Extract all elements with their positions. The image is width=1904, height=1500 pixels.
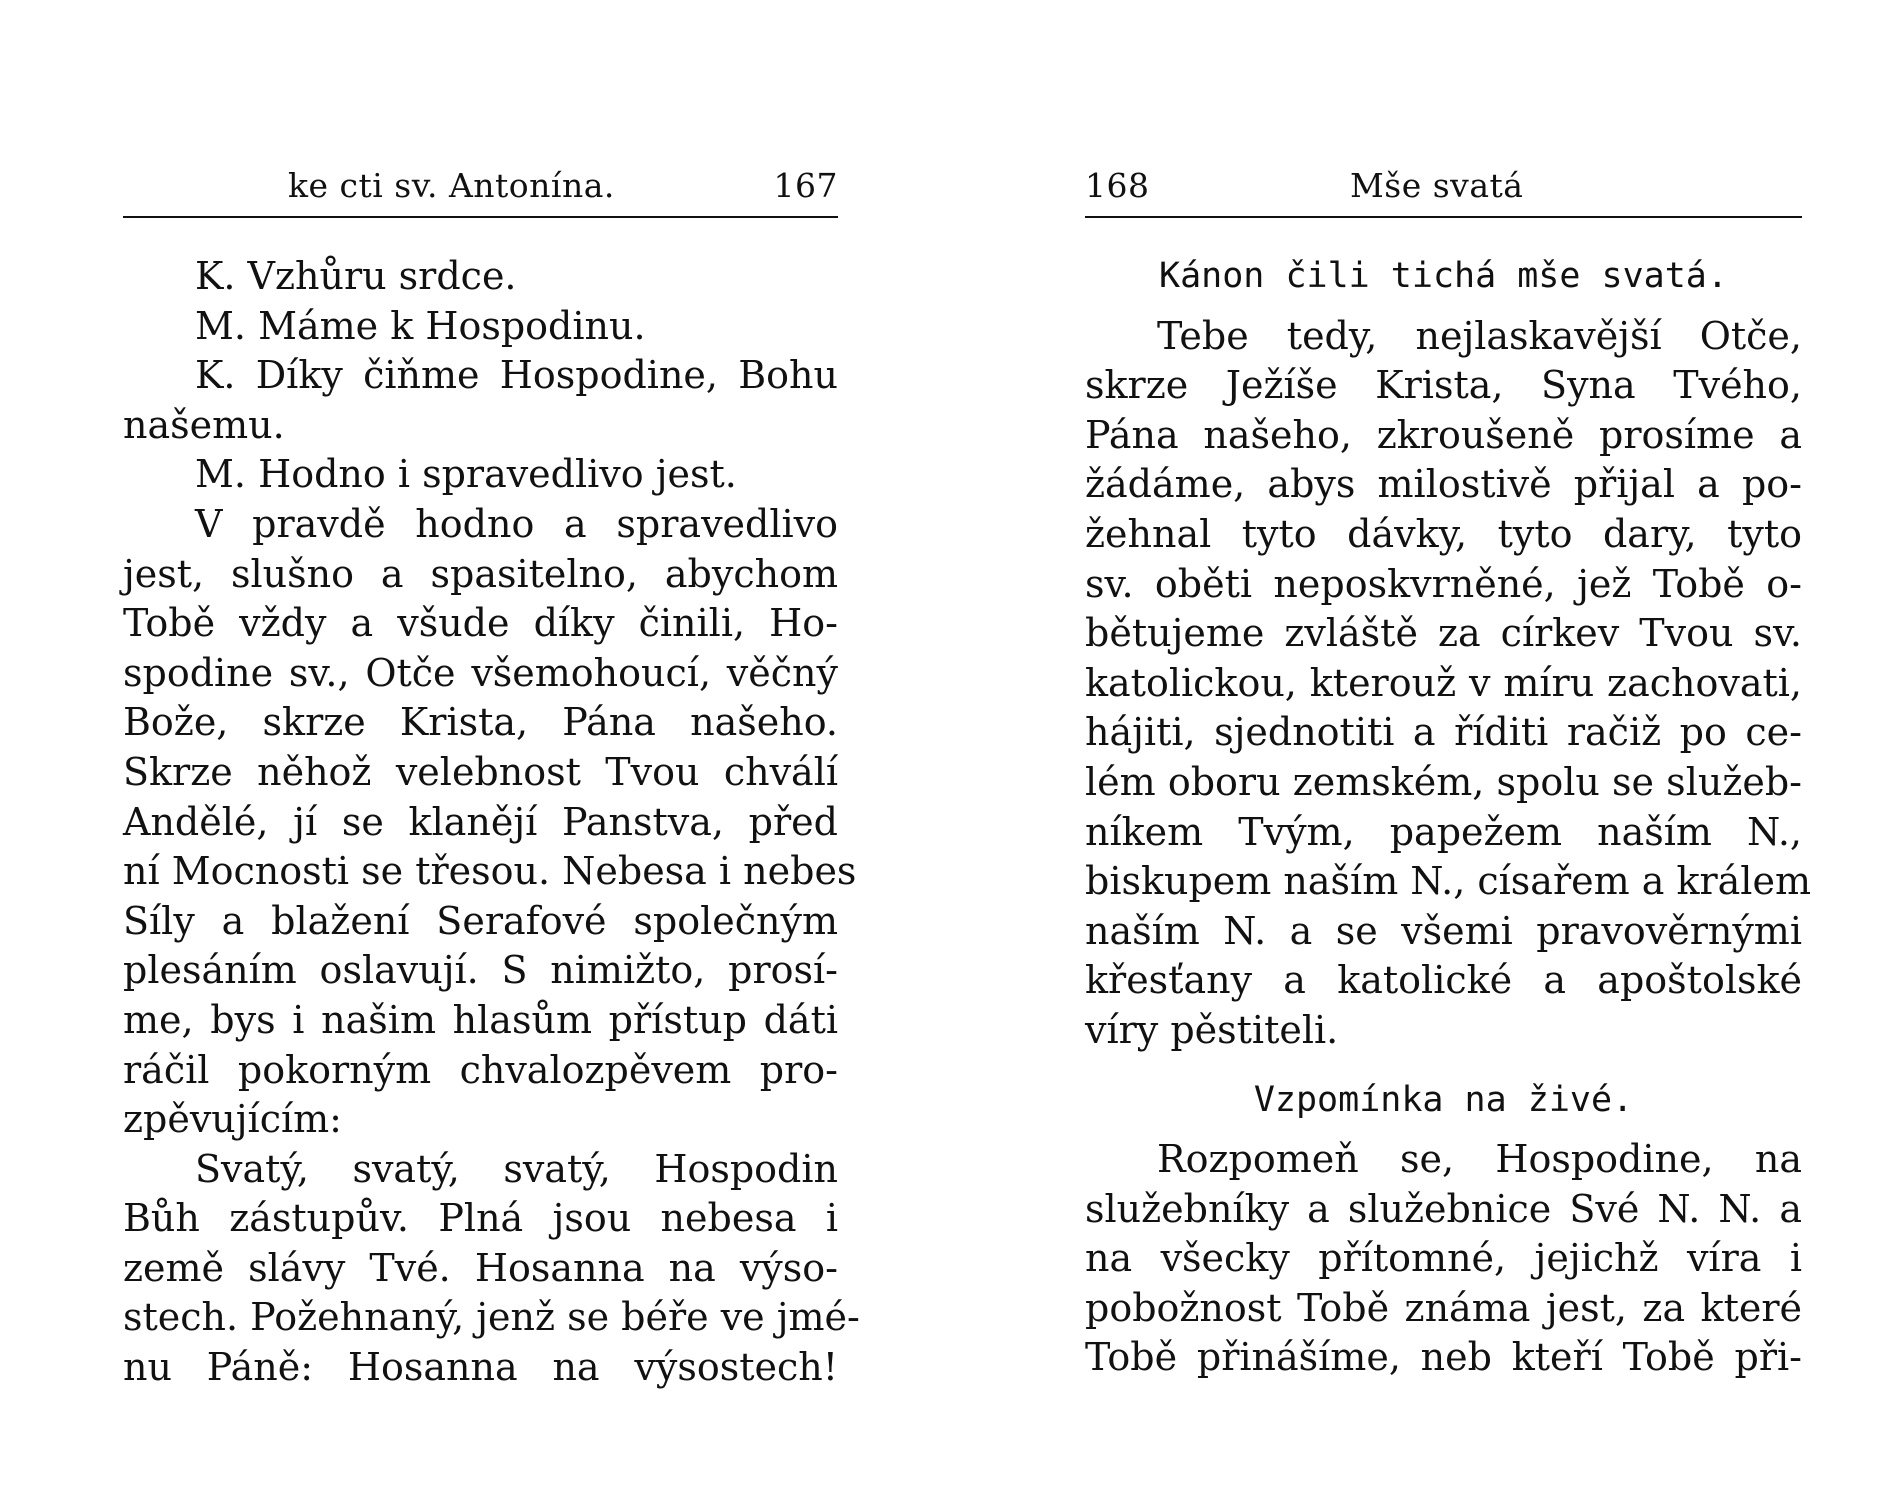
text-line: ráčil pokorným chvalozpěvem pro-	[123, 1047, 838, 1092]
text-line: stech. Požehnaný, jenž se béře ve jmé-	[123, 1295, 860, 1340]
text-line: Svatý, svatý, svatý, Hospodin	[195, 1146, 838, 1191]
text-line: žádáme, abys milostivě přijal a po-	[1085, 462, 1802, 507]
text-line: K. Vzhůru srdce.	[195, 254, 517, 298]
text-line: Skrze něhož velebnost Tvou chválí	[123, 749, 838, 794]
text-line: lém oboru zemském, spolu se služeb-	[1085, 759, 1802, 804]
left-header-rule	[123, 216, 838, 218]
text-line: spodine sv., Otče všemohoucí, věčný	[123, 650, 838, 695]
text-line: níkem Tvým, papežem naším N.,	[1085, 809, 1802, 854]
text-line: Andělé, jí se klanějí Panstva, před	[123, 799, 838, 844]
section-heading: Kánon čili tichá mše svatá.	[1159, 256, 1728, 296]
text-line: Síly a blažení Serafové společným	[123, 898, 838, 943]
left-page-number: 167	[773, 166, 838, 205]
text-line: katolickou, kterouž v míru zachovati,	[1085, 660, 1802, 705]
section-heading: Vzpomínka na živé.	[1253, 1079, 1634, 1120]
text-line: M. Hodno i spravedlivo jest.	[195, 452, 737, 497]
right-running-title: Mše svatá	[1350, 166, 1524, 205]
text-line: žehnal tyto dávky, tyto dary, tyto	[1085, 511, 1802, 556]
text-line: M. Máme k Hospodinu.	[195, 303, 646, 348]
text-line: skrze Ježíše Krista, Syna Tvého,	[1085, 363, 1802, 408]
text-line: naším N. a se všemi pravověrnými	[1085, 908, 1802, 953]
text-line: ní Mocnosti se třesou. Nebesa i nebes	[123, 849, 857, 894]
text-line: Pána našeho, zkroušeně prosíme a	[1085, 412, 1802, 457]
text-line: V pravdě hodno a spravedlivo	[195, 501, 838, 546]
text-line: biskupem naším N., císařem a králem	[1085, 859, 1811, 904]
text-line: bětujeme zvláště za církev Tvou sv.	[1085, 611, 1802, 656]
text-line: na všecky přítomné, jejichž víra i	[1085, 1236, 1802, 1281]
text-line: Bože, skrze Krista, Pána našeho.	[123, 700, 838, 745]
text-line: našemu.	[123, 402, 285, 447]
left-running-head	[123, 166, 838, 206]
text-line: plesáním oslavují. S nimižto, prosí-	[123, 948, 838, 993]
text-line: země slávy Tvé. Hosanna na výso-	[123, 1245, 838, 1290]
text-line: víry pěstiteli.	[1085, 1007, 1339, 1052]
text-line: jest, slušno a spasitelno, abychom	[123, 551, 838, 596]
text-line: Tebe tedy, nejlaskavější Otče,	[1157, 313, 1802, 358]
text-line: K. Díky čiňme Hospodine, Bohu	[195, 353, 838, 398]
text-line: Tobě přinášíme, neb kteří Tobě při-	[1085, 1335, 1802, 1380]
left-body-text	[123, 252, 860, 1393]
right-body-text	[1085, 252, 1811, 1383]
text-line: křesťany a katolické a apoštolské	[1085, 958, 1802, 1003]
left-page	[123, 0, 860, 1500]
text-line: služebníky a služebnice Své N. N. a	[1085, 1186, 1802, 1231]
right-page	[1085, 0, 1811, 1500]
text-line: zpěvujícím:	[123, 1097, 342, 1142]
text-line: hájiti, sjednotiti a říditi račiž po ce-	[1085, 710, 1802, 755]
text-line: nu Páně: Hosanna na výsostech!	[123, 1345, 838, 1390]
text-line: Rozpomeň se, Hospodine, na	[1157, 1137, 1802, 1182]
text-line: Tobě vždy a všude díky činili, Ho-	[123, 601, 838, 646]
text-line: pobožnost Tobě známa jest, za které	[1085, 1285, 1802, 1330]
left-running-title: ke cti sv. Antonína.	[288, 166, 615, 205]
right-running-head	[1085, 166, 1802, 206]
right-header-rule	[1085, 216, 1802, 218]
text-line: sv. oběti neposkvrněné, jež Tobě o-	[1085, 561, 1802, 606]
text-line: Bůh zástupův. Plná jsou nebesa i	[123, 1196, 838, 1241]
text-line: me, bys i našim hlasům přístup dáti	[123, 997, 838, 1042]
right-page-number: 168	[1085, 166, 1150, 205]
